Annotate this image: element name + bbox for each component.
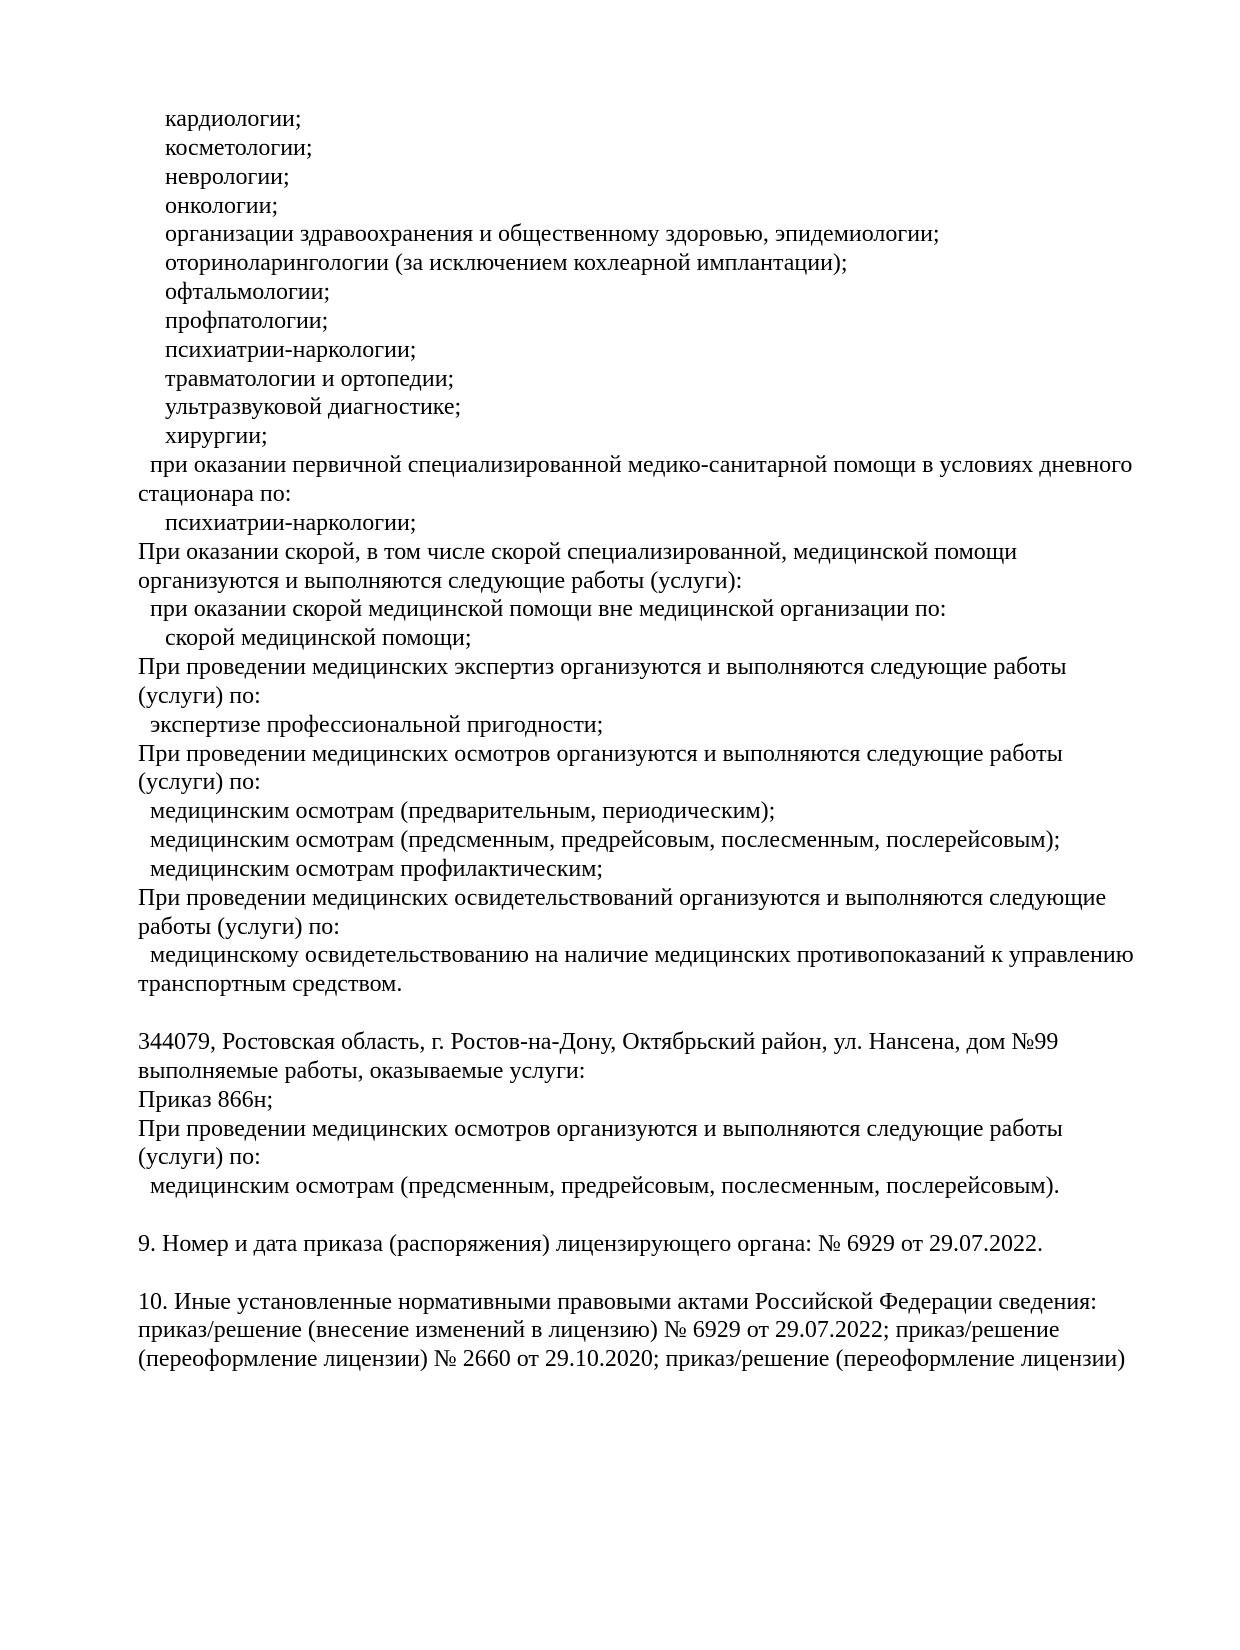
doc-line-condition: медицинским осмотрам (предсменным, предрейсовым, послесменным, послерейсовым); bbox=[150, 827, 1061, 854]
doc-line-section: При проведении медицинских осмотров организуются и выполняются следующие работы bbox=[138, 740, 1063, 767]
doc-blank-line bbox=[138, 1201, 1130, 1230]
doc-line-specialty: офтальмологии; bbox=[165, 279, 331, 306]
doc-line-specialty: психиатрии-наркологии; bbox=[165, 509, 417, 536]
doc-line-condition-wrap: стационара по: bbox=[138, 480, 292, 507]
doc-line-condition: медицинскому освидетельствованию на наличие медицинских противопоказаний к управлению bbox=[150, 942, 1134, 969]
doc-line-item9: 9. Номер и дата приказа (распоряжения) лицензирующего органа: № 6929 от 29.07.2022. bbox=[138, 1230, 1044, 1257]
doc-line-condition: при оказании скорой медицинской помощи вне медицинской организации по: bbox=[150, 596, 947, 623]
doc-line-section-wrap: (услуги) по: bbox=[138, 1144, 261, 1171]
doc-line-condition: экспертизе профессиональной пригодности; bbox=[150, 711, 604, 738]
doc-line-works: выполняемые работы, оказываемые услуги: bbox=[138, 1057, 586, 1084]
doc-line-specialty: хирургии; bbox=[165, 423, 268, 450]
doc-line-specialty: неврологии; bbox=[165, 163, 290, 190]
doc-line-section: При проведении медицинских осмотров организуются и выполняются следующие работы bbox=[138, 1115, 1063, 1142]
doc-line-item10: 10. Иные установленные нормативными правовыми актами Российской Федерации сведения: bbox=[138, 1288, 1097, 1315]
doc-line-order: Приказ 866н; bbox=[138, 1086, 274, 1113]
doc-line-condition: при оказании первичной специализированной медико-санитарной помощи в условиях дневного bbox=[150, 452, 1133, 479]
doc-line-section-wrap: (услуги) по: bbox=[138, 769, 261, 796]
doc-blank-line bbox=[138, 999, 1130, 1028]
doc-line-condition-wrap: транспортным средством. bbox=[138, 971, 403, 998]
doc-line-specialty: психиатрии-наркологии; bbox=[165, 336, 417, 363]
doc-line-section: При оказании скорой, в том числе скорой специализированной, медицинской помощи bbox=[138, 538, 1018, 565]
doc-line-condition: медицинским осмотрам (предварительным, периодическим); bbox=[150, 798, 776, 825]
doc-line-specialty: организации здравоохранения и общественному здоровью, эпидемиологии; bbox=[165, 221, 940, 248]
doc-line-specialty: скорой медицинской помощи; bbox=[165, 625, 472, 652]
doc-line-condition: медицинским осмотрам (предсменным, предрейсовым, послесменным, послерейсовым). bbox=[150, 1173, 1060, 1200]
doc-line-specialty: оториноларингологии (за исключением кохлеарной имплантации); bbox=[165, 250, 848, 277]
doc-line-specialty: онкологии; bbox=[165, 192, 279, 219]
doc-line-item10-wrap: приказ/решение (внесение изменений в лицензию) № 6929 от 29.07.2022; приказ/решение bbox=[138, 1317, 1060, 1344]
doc-line-section: При проведении медицинских освидетельствований организуются и выполняются следующие bbox=[138, 884, 1107, 911]
doc-line-section: При проведении медицинских экспертиз организуются и выполняются следующие работы bbox=[138, 654, 1067, 681]
doc-line-section-wrap: организуются и выполняются следующие работы (услуги): bbox=[138, 567, 743, 594]
doc-line-specialty: кардиологии; bbox=[165, 106, 302, 132]
doc-line-specialty: ультразвуковой диагностике; bbox=[165, 394, 462, 421]
doc-line-condition: медицинским осмотрам профилактическим; bbox=[150, 855, 604, 882]
doc-line-item10-wrap: (переоформление лицензии) № 2660 от 29.10.2020; приказ/решение (переоформление лицензии) bbox=[138, 1346, 1126, 1373]
doc-blank-line bbox=[138, 1259, 1130, 1288]
doc-line-section-wrap: работы (услуги) по: bbox=[138, 913, 340, 940]
doc-line-specialty: травматологии и ортопедии; bbox=[165, 365, 455, 392]
doc-line-specialty: косметологии; bbox=[165, 134, 313, 161]
doc-line-specialty: профпатологии; bbox=[165, 307, 329, 334]
doc-line-address: 344079, Ростовская область, г. Ростов-на-Дону, Октябрьский район, ул. Нансена, дом №99 bbox=[138, 1029, 1059, 1055]
doc-line-section-wrap: (услуги) по: bbox=[138, 682, 261, 709]
